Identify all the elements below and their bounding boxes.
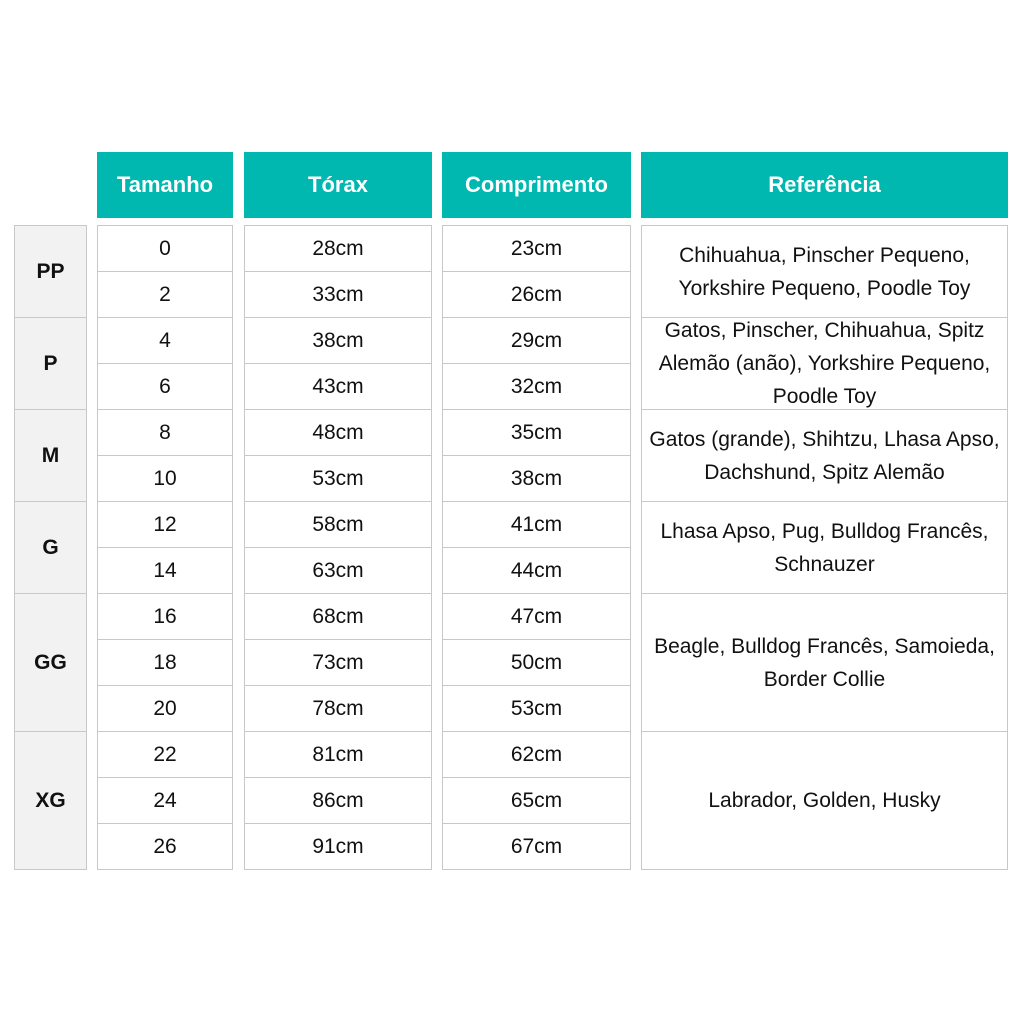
length-cell: 23cm [442, 225, 631, 272]
size-cell: 22 [97, 731, 233, 778]
length-cell: 26cm [442, 271, 631, 318]
size-cell: 10 [97, 455, 233, 502]
size-cell: 12 [97, 501, 233, 548]
length-cell: 62cm [442, 731, 631, 778]
size-cell: 16 [97, 593, 233, 640]
length-cell: 53cm [442, 685, 631, 732]
chest-cell: 78cm [244, 685, 432, 732]
size-cell: 24 [97, 777, 233, 824]
chest-cell: 48cm [244, 409, 432, 456]
reference-cell: Lhasa Apso, Pug, Bulldog Francês, Schnauzer [641, 501, 1008, 594]
size-cell: 4 [97, 317, 233, 364]
size-cell: 14 [97, 547, 233, 594]
chest-cell: 86cm [244, 777, 432, 824]
length-cell: 65cm [442, 777, 631, 824]
header-tamanho: Tamanho [97, 152, 233, 218]
size-group-label: P [14, 317, 87, 410]
size-group-label: PP [14, 225, 87, 318]
chest-cell: 63cm [244, 547, 432, 594]
reference-cell: Gatos (grande), Shihtzu, Lhasa Apso, Dachshund, Spitz Alemão [641, 409, 1008, 502]
reference-cell: Chihuahua, Pinscher Pequeno, Yorkshire Pequeno, Poodle Toy [641, 225, 1008, 318]
reference-cell: Beagle, Bulldog Francês, Samoieda, Border Collie [641, 593, 1008, 732]
size-group-label: GG [14, 593, 87, 732]
length-cell: 41cm [442, 501, 631, 548]
size-cell: 26 [97, 823, 233, 870]
length-cell: 50cm [442, 639, 631, 686]
chest-cell: 28cm [244, 225, 432, 272]
chest-cell: 38cm [244, 317, 432, 364]
size-cell: 6 [97, 363, 233, 410]
length-cell: 67cm [442, 823, 631, 870]
reference-cell: Gatos, Pinscher, Chihuahua, Spitz Alemão (anão), Yorkshire Pequeno, Poodle Toy [641, 317, 1008, 410]
length-cell: 29cm [442, 317, 631, 364]
length-cell: 47cm [442, 593, 631, 640]
chest-cell: 81cm [244, 731, 432, 778]
reference-cell: Labrador, Golden, Husky [641, 731, 1008, 870]
length-cell: 35cm [442, 409, 631, 456]
size-cell: 2 [97, 271, 233, 318]
size-cell: 0 [97, 225, 233, 272]
header-torax: Tórax [244, 152, 432, 218]
chest-cell: 68cm [244, 593, 432, 640]
length-cell: 38cm [442, 455, 631, 502]
chest-cell: 53cm [244, 455, 432, 502]
chest-cell: 43cm [244, 363, 432, 410]
size-group-label: XG [14, 731, 87, 870]
size-cell: 18 [97, 639, 233, 686]
header-comprimento: Comprimento [442, 152, 631, 218]
size-group-label: G [14, 501, 87, 594]
chest-cell: 91cm [244, 823, 432, 870]
length-cell: 32cm [442, 363, 631, 410]
chest-cell: 33cm [244, 271, 432, 318]
chest-cell: 73cm [244, 639, 432, 686]
size-group-label: M [14, 409, 87, 502]
chest-cell: 58cm [244, 501, 432, 548]
length-cell: 44cm [442, 547, 631, 594]
size-cell: 20 [97, 685, 233, 732]
size-cell: 8 [97, 409, 233, 456]
header-referencia: Referência [641, 152, 1008, 218]
